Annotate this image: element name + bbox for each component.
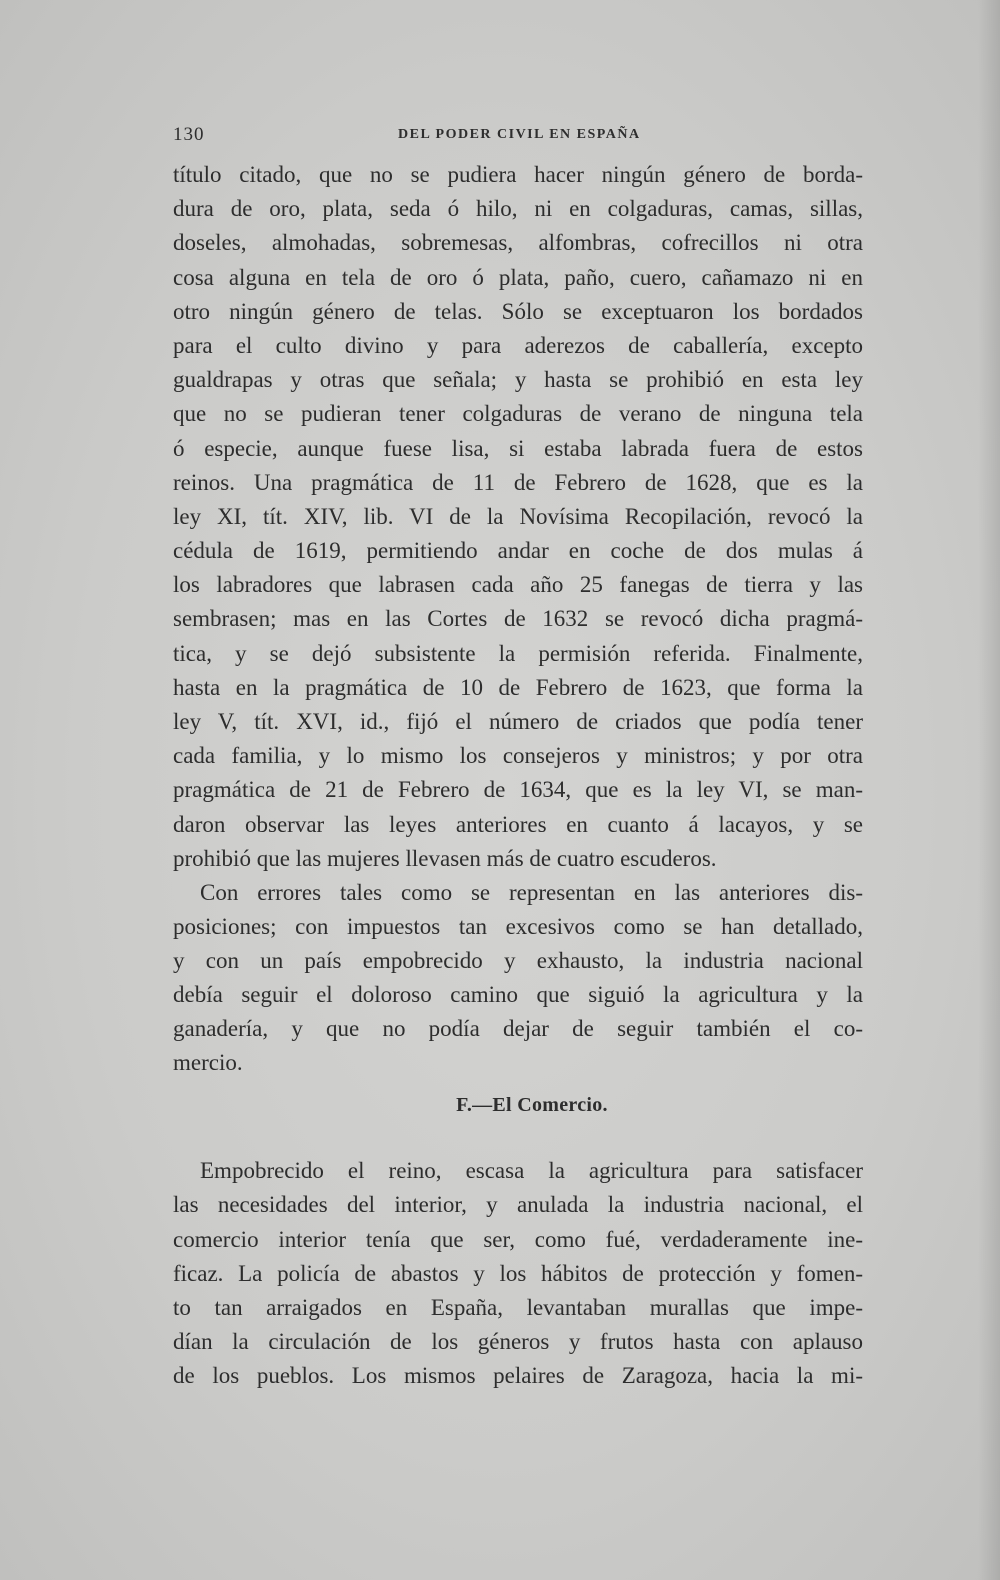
text-line: ley XI, tít. XIV, lib. VI de la Novísima Recopilación, revocó la — [173, 503, 863, 529]
text-line: doseles, almohadas, sobremesas, alfombras, cofrecillos ni otra — [173, 230, 863, 256]
text-line: las necesidades del interior, y anulada la industria nacional, el — [173, 1192, 863, 1218]
paragraph-2 — [173, 876, 863, 1080]
text-line: ley V, tít. XVI, id., fijó el número de criados que podía tener — [173, 709, 863, 734]
text-line: reinos. Una pragmática de 11 de Febrero de 1628, que es la — [173, 469, 863, 495]
page-number: 130 — [173, 124, 205, 145]
text-line: tica, y se dejó subsistente la permisión referida. Finalmente, — [173, 640, 863, 666]
text-line: título citado, que no se pudiera hacer ningún género de borda- — [173, 162, 863, 187]
text-line: Con errores tales como se representan en las anteriores dis- — [200, 879, 863, 905]
text-line: de los pueblos. Los mismos pelaires de Zaragoza, hacia la mi- — [173, 1363, 863, 1389]
text-line: y con un país empobrecido y exhausto, la industria nacional — [173, 947, 863, 973]
text-line: ficaz. La policía de abastos y los hábitos de protección y fomen- — [173, 1260, 863, 1286]
text-line: gualdrapas y otras que señala; y hasta se prohibió en esta ley — [173, 367, 863, 393]
page-edge-shadow — [978, 0, 1000, 1580]
text-line: cédula de 1619, permitiendo andar en coche de dos mulas á — [173, 538, 863, 564]
text-line: Empobrecido el reino, escasa la agricultura para satisfacer — [200, 1158, 863, 1184]
paragraph-1 — [173, 158, 863, 876]
paragraph-3 — [173, 1154, 863, 1393]
text-line: que no se pudieran tener colgaduras de verano de ninguna tela — [173, 401, 863, 427]
section-heading: F.—El Comercio. — [456, 1093, 608, 1116]
text-line: debía seguir el doloroso camino que siguió la agricultura y la — [173, 981, 863, 1007]
body-text — [173, 158, 863, 1393]
text-line: comercio interior tenía que ser, como fué, verdaderamente ine- — [173, 1226, 863, 1252]
text-line: hasta en la pragmática de 10 de Febrero de 1623, que forma la — [173, 674, 863, 700]
text-line: pragmática de 21 de Febrero de 1634, que es la ley VI, se man- — [173, 777, 863, 803]
text-line: mercio. — [173, 1049, 243, 1075]
text-line: to tan arraigados en España, levantaban murallas que impe- — [173, 1294, 863, 1320]
text-line: ó especie, aunque fuese lisa, si estaba labrada fuera de estos — [173, 435, 863, 461]
running-title: DEL PODER CIVIL EN ESPAÑA — [398, 127, 641, 142]
text-line: ganadería, y que no podía dejar de seguir también el co- — [173, 1015, 863, 1041]
text-line: daron observar las leyes anteriores en cuanto á lacayos, y se — [173, 811, 863, 837]
text-line: cada familia, y lo mismo los consejeros y ministros; y por otra — [173, 743, 863, 769]
text-line: otro ningún género de telas. Sólo se exceptuaron los bordados — [173, 298, 863, 324]
text-line: cosa alguna en tela de oro ó plata, paño, cuero, cañamazo ni en — [173, 264, 863, 290]
text-line: sembrasen; mas en las Cortes de 1632 se revocó dicha pragmá- — [173, 606, 863, 632]
text-line: prohibió que las mujeres llevasen más de cuatro escuderos. — [173, 845, 717, 871]
text-line: dían la circulación de los géneros y frutos hasta con aplauso — [173, 1329, 863, 1355]
page-header — [173, 124, 863, 146]
text-line: los labradores que labrasen cada año 25 fanegas de tierra y las — [173, 572, 863, 598]
text-line: dura de oro, plata, seda ó hilo, ni en colgaduras, camas, sillas, — [173, 196, 863, 222]
text-line: para el culto divino y para aderezos de caballería, excepto — [173, 332, 863, 358]
text-line: posiciones; con impuestos tan excesivos como se han detallado, — [173, 913, 863, 939]
